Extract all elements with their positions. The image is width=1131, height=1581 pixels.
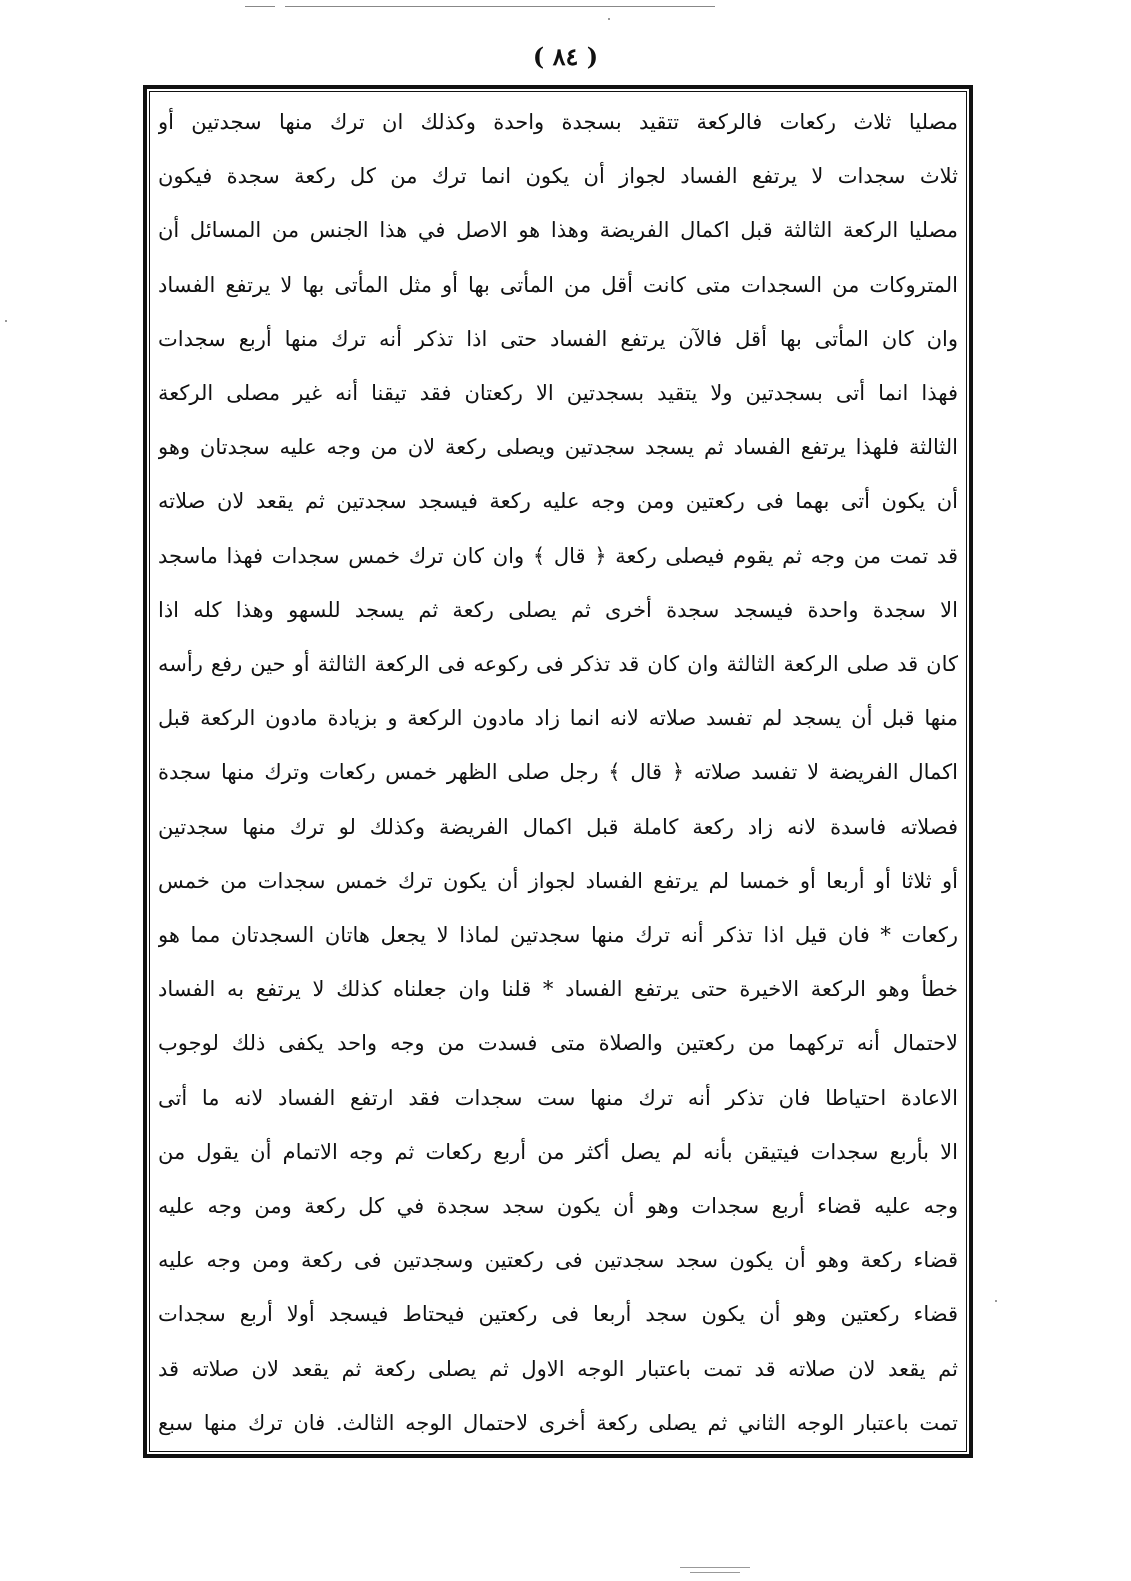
text-line: وجه عليه قضاء أربع سجدات وهو أن يكون سجد سجدة في كل ركعة ومن وجه عليه [158, 1194, 958, 1219]
page-number: ( ٨٤ ) [532, 42, 599, 71]
text-line: أو ثلاثا أو أربعا أو خمسا لم يرتفع الفساد لجواز أن يكون ترك خمس سجدات من خمس [158, 868, 958, 893]
top-rule-short [245, 6, 275, 7]
text-line: قضاء ركعة وهو أن يكون سجد سجدتين فى ركعتين وسجدتين فى ركعة ومن وجه عليه [158, 1248, 958, 1273]
text-line: ركعات * فان قيل اذا تذكر أنه ترك منها سجدتين لماذا لا يجعل هاتان السجدتان مما هو [158, 923, 958, 948]
text-line: اكمال الفريضة لا تفسد صلاته ﴿ قال ﴾ رجل صلى الظهر خمس ركعات وترك منها سجدة [158, 760, 958, 785]
text-line: الا سجدة واحدة فيسجد سجدة أخرى ثم يصلى ركعة ثم يسجد للسهو وهذا كله اذا [158, 597, 958, 622]
text-line: منها قبل أن يسجد لم تفسد صلاته لانه انما زاد مادون الركعة و بزيادة مادون الركعة قبل [158, 706, 958, 731]
text-line: قضاء ركعتين وهو أن يكون سجد أربعا فى ركعتين فيحتاط فيسجد أولا أربع سجدات [158, 1302, 958, 1327]
text-line: المتروكات من السجدات متى كانت أقل من المأتى بها أو مثل المأتى بها لا يرتفع الفساد [158, 272, 958, 297]
text-line: تمت باعتبار الوجه الثاني ثم يصلى ركعة أخرى لاحتمال الوجه الثالث. فان ترك منها سبع [158, 1410, 958, 1435]
text-line: مصليا ثلاث ركعات فالركعة تتقيد بسجدة واحدة وكذلك ان ترك منها سجدتين أو [158, 110, 958, 134]
paper-speck [5, 320, 7, 322]
text-line: وان كان المأتى بها أقل فالآن يرتفع الفساد حتى اذا تذكر أنه ترك منها أربع سجدات [158, 326, 958, 351]
text-line: الثالثة فلهذا يرتفع الفساد ثم يسجد سجدتين ويصلى ركعة لان من وجه عليه سجدتان وهو [158, 435, 958, 460]
paper-speck [995, 1300, 997, 1302]
text-line: فهذا انما أتى بسجدتين ولا يتقيد بسجدتين الا ركعتان فقد تيقنا أنه غير مصلى الركعة [158, 381, 958, 406]
text-line: فصلاته فاسدة لانه زاد ركعة كاملة قبل اكمال الفريضة وكذلك لو ترك منها سجدتين [158, 814, 958, 839]
text-line: قد تمت من وجه ثم يقوم فيصلى ركعة ﴿ قال ﴾ وان كان ترك خمس سجدات فهذا ماسجد [158, 543, 958, 568]
text-line: الاعادة احتياطا فان تذكر أنه ترك منها ست سجدات فقد ارتفع الفساد لانه ما أتى [158, 1085, 958, 1110]
top-rule-long [285, 6, 715, 7]
paper-speck [608, 18, 610, 20]
text-line: لاحتمال أنه تركهما من ركعتين والصلاة متى فسدت من وجه واحد يكفى ذلك لوجوب [158, 1031, 958, 1056]
bottom-rule [680, 1567, 750, 1568]
bottom-rule [690, 1572, 740, 1573]
text-line: كان قد صلى الركعة الثالثة وان كان قد تذكر فى ركوعه فى الركعة الثالثة أو حين رفع رأسه [158, 652, 958, 677]
text-line: أن يكون أتى بهما فى ركعتين ومن وجه عليه ركعة فيسجد سجدتين ثم يقعد لان صلاته [158, 489, 958, 514]
body-text [158, 100, 958, 1445]
text-line: مصليا الركعة الثالثة قبل اكمال الفريضة وهذا هو الاصل في هذا الجنس من المسائل أن [158, 218, 958, 243]
text-line: ثم يقعد لان صلاته قد تمت باعتبار الوجه الاول ثم يصلى ركعة ثم يقعد لان صلاته قد [158, 1356, 958, 1381]
text-line: خطأ وهو الركعة الاخيرة حتى يرتفع الفساد * قلنا وان جعلناه كذلك لا يرتفع به الفساد [158, 977, 958, 1002]
text-line: ثلاث سجدات لا يرتفع الفساد لجواز أن يكون انما ترك من كل ركعة سجدة فيكون [158, 164, 958, 189]
text-line: الا بأربع سجدات فيتيقن بأنه لم يصل أكثر من أربع ركعات ثم وجه الاتمام أن يقول من [158, 1139, 958, 1164]
